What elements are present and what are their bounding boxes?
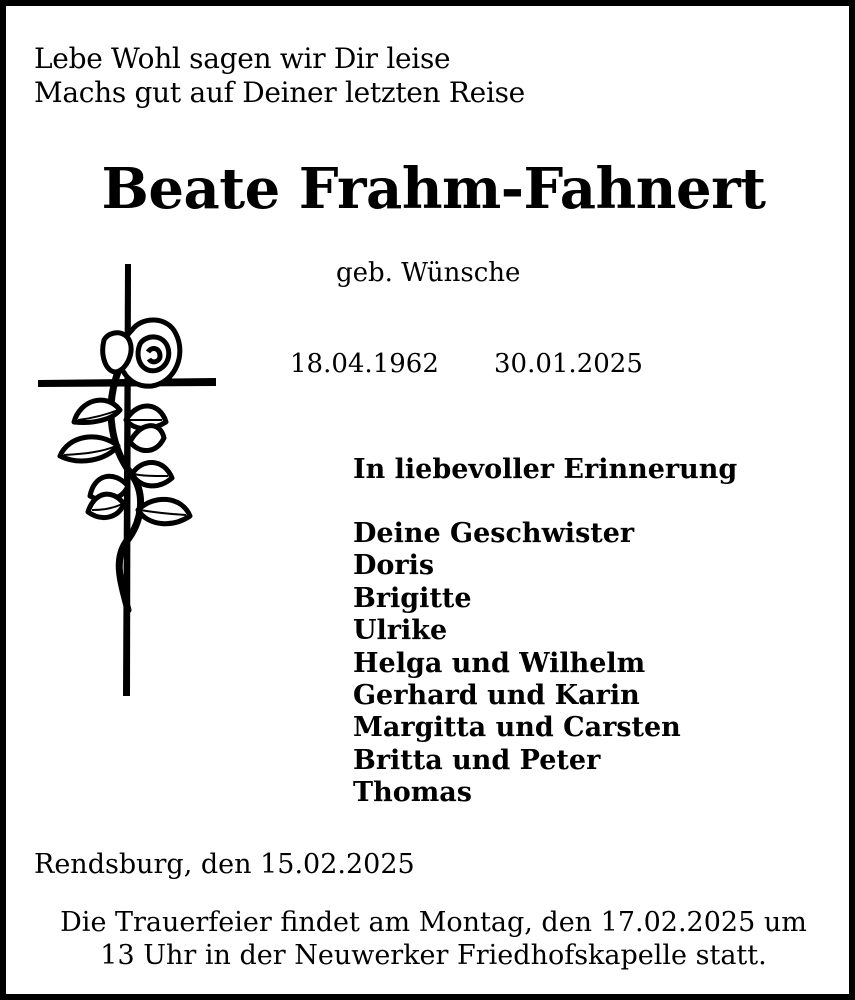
ceremony-line-1: Die Trauerfeier findet am Montag, den 17.02.2025 um bbox=[60, 907, 807, 938]
death-date: 30.01.2025 bbox=[494, 349, 643, 379]
mourner-item: Thomas bbox=[353, 777, 472, 809]
memorial-heading: In liebevoller Erinnerung bbox=[353, 454, 738, 485]
mourner-item: Brigitte bbox=[353, 582, 472, 614]
cross-with-rose-icon bbox=[34, 260, 224, 700]
funeral-ceremony-info bbox=[6, 906, 855, 972]
verse-line-2: Machs gut auf Deiner letzten Reise bbox=[34, 76, 525, 109]
deceased-name: Beate Frahm-Fahnert bbox=[101, 156, 766, 222]
mourner-item: Deine Geschwister bbox=[353, 518, 635, 549]
birth-date: 18.04.1962 bbox=[290, 349, 439, 379]
mourner-item: Britta und Peter bbox=[353, 744, 601, 776]
mourner-item: Margitta und Carsten bbox=[353, 712, 681, 744]
mourner-item: Ulrike bbox=[353, 615, 448, 647]
ceremony-line-2: 13 Uhr in der Neuwerker Friedhofskapelle statt. bbox=[100, 940, 767, 971]
place-and-date: Rendsburg, den 15.02.2025 bbox=[34, 849, 415, 880]
verse-line-1: Lebe Wohl sagen wir Dir leise bbox=[34, 42, 451, 75]
mourner-item: Helga und Wilhelm bbox=[353, 647, 646, 679]
mourners-list bbox=[353, 518, 681, 810]
maiden-name: geb. Wünsche bbox=[336, 258, 521, 288]
mourner-item: Gerhard und Karin bbox=[353, 680, 640, 712]
farewell-verse bbox=[34, 42, 525, 110]
mourner-item: Doris bbox=[353, 550, 435, 582]
